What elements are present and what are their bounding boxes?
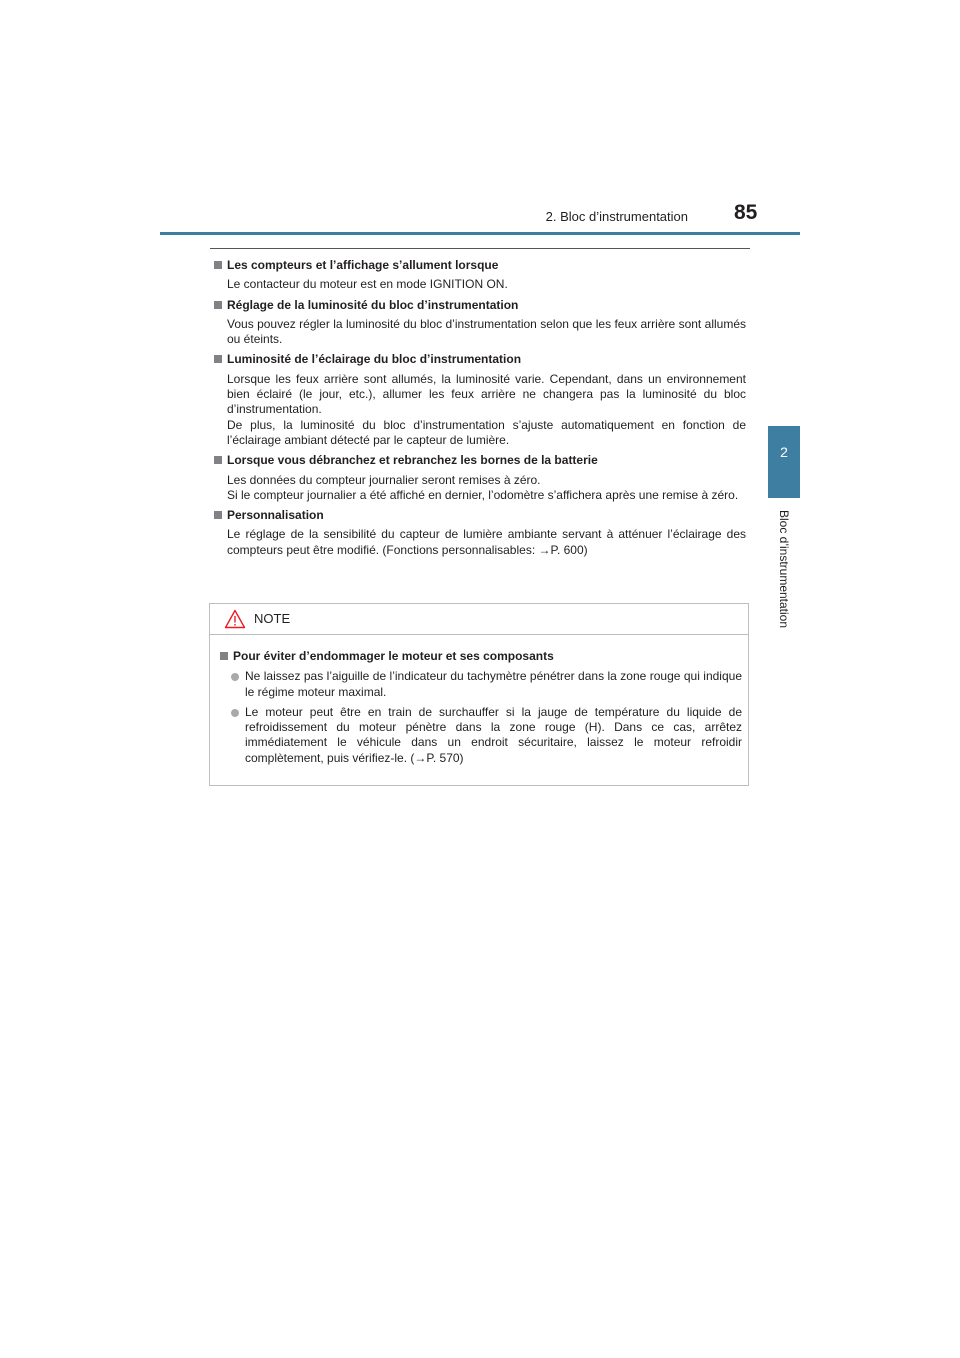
section-paragraph: Le réglage de la sensibilité du capteur de lumière ambiante servant à atténuer l’éclairage des compteurs peut être modifié. (Fonctions personnalisables: →P. 600) — [227, 527, 746, 557]
square-bullet-icon — [220, 652, 228, 660]
note-box — [209, 603, 749, 786]
section-heading: Réglage de la luminosité du bloc d’instrumentation — [227, 297, 519, 312]
section-paragraph: Vous pouvez régler la luminosité du bloc d’instrumentation selon que les feux arrière sont allumés ou éteints. — [227, 316, 746, 347]
chapter-tab — [768, 426, 800, 498]
section-reglage-luminosite — [210, 298, 746, 348]
square-bullet-icon — [214, 355, 222, 363]
note-bullet-text: Le moteur peut être en train de surchauffer si la jauge de température du liquide de refroidissement du moteur pénètre dans la zone rouge (H). Dans ce cas, arrêtez immédiatement le véhicule dans un endroit sécuritaire, laissez le moteur refroidir complètement, puis vérifiez-le. (→P. 570) — [245, 704, 742, 765]
round-bullet-icon — [231, 673, 239, 681]
square-bullet-icon — [214, 301, 222, 309]
section-heading: Personnalisation — [227, 508, 324, 523]
section-paragraph: Les données du compteur journalier seront remises à zéro. — [227, 472, 541, 487]
chapter-side-label — [770, 502, 798, 636]
section-paragraph: Lorsque les feux arrière sont allumés, la luminosité varie. Cependant, dans un environnement bien éclairé (le jour, etc.), allumer les feux arrière ne changera pas la luminosité du bloc d’instrumentation. — [227, 371, 746, 417]
section-batterie — [210, 453, 746, 503]
note-label: NOTE — [254, 611, 291, 626]
chapter-tab-number: 2 — [780, 444, 788, 460]
main-content — [210, 258, 746, 563]
chapter-side-label-text: Bloc d’instrumentation — [777, 509, 791, 629]
section-paragraph: Le contacteur du moteur est en mode IGNITION ON. — [227, 277, 508, 292]
section-personnalisation — [210, 508, 746, 558]
square-bullet-icon — [214, 456, 222, 464]
note-bullet — [216, 669, 742, 700]
note-bullet — [216, 705, 742, 766]
section-compteurs — [210, 258, 746, 293]
content-rule — [210, 248, 750, 249]
header-section-title: 2. Bloc d’instrumentation — [545, 209, 688, 224]
square-bullet-icon — [214, 511, 222, 519]
section-paragraph: De plus, la luminosité du bloc d’instrumentation s’ajuste automatiquement en fonction de l’éclairage ambiant détecté par le capteur de lumière. — [227, 417, 746, 447]
square-bullet-icon — [214, 261, 222, 269]
note-header — [210, 604, 748, 635]
section-heading: Luminosité de l’éclairage du bloc d’instrumentation — [227, 352, 522, 367]
round-bullet-icon — [231, 709, 239, 717]
section-heading: Lorsque vous débranchez et rebranchez les bornes de la batterie — [227, 453, 598, 468]
warning-triangle-icon — [224, 609, 246, 629]
note-bullet-text: Ne laissez pas l’aiguille de l’indicateur du tachymètre pénétrer dans la zone rouge qui indique le régime moteur maximal. — [245, 669, 742, 699]
header-rule — [160, 232, 800, 235]
section-paragraph: Si le compteur journalier a été affiché en dernier, l’odomètre s’affichera après une remise à zéro. — [227, 487, 739, 502]
section-heading: Les compteurs et l’affichage s’allument lorsque — [227, 258, 499, 272]
note-heading: Pour éviter d’endommager le moteur et ses composants — [233, 649, 554, 663]
page-number: 85 — [734, 201, 758, 224]
section-luminosite-eclairage — [210, 352, 746, 448]
